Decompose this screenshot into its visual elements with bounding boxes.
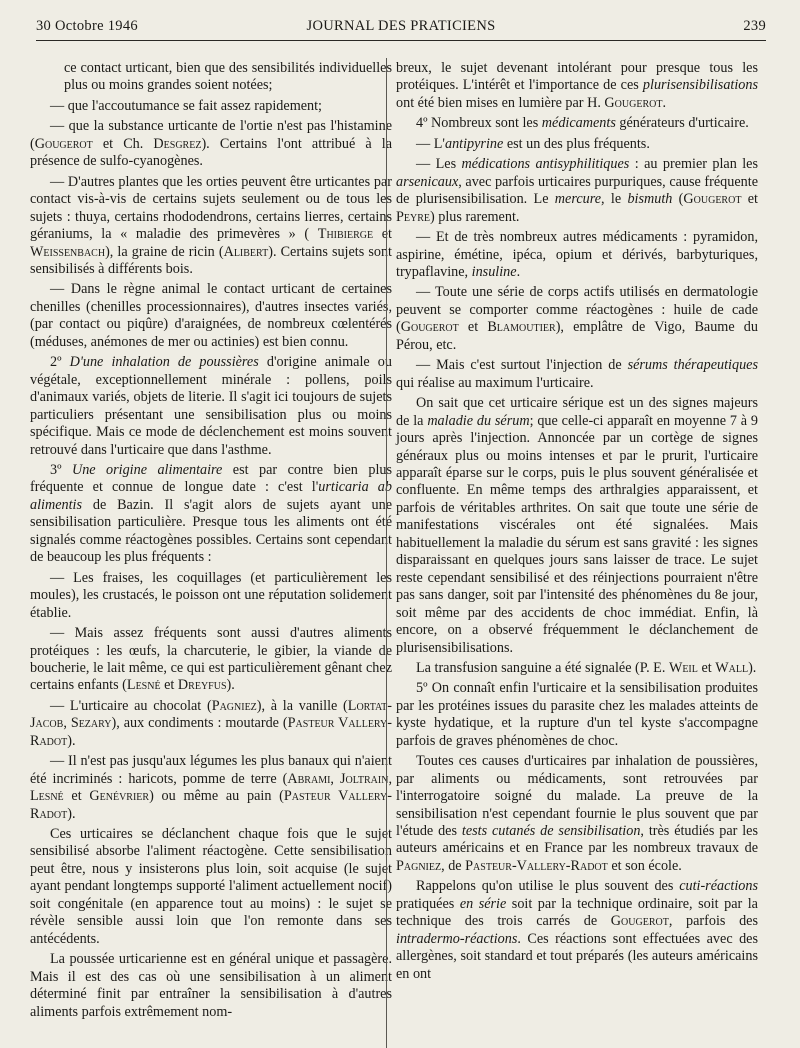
author-name: Lortat-Jacob bbox=[30, 697, 392, 732]
italic-term: médicaments bbox=[541, 115, 616, 132]
text-run: , avec parfois urticaires purpuriques, cause fréquente de plurisensibilisation. Le bbox=[396, 173, 758, 208]
text-run: et bbox=[63, 788, 90, 805]
text-run: ). bbox=[67, 732, 76, 749]
text-run: ont été bien mises en lumière par H. bbox=[396, 94, 605, 111]
text-run: , très étudiés par les auteurs américains et en France par les nombreux travaux de bbox=[396, 823, 758, 857]
text-run: — Dans le règne animal le contact urticant de certaines chenilles (chenilles processionnaires), d'autres insectes variés, (par contact ou piqûre) d'araignées, de nombreux cœlentérés (méduses, anémones de mer ou actinies) est bien connu. bbox=[30, 281, 392, 350]
text-run: — Les bbox=[416, 156, 462, 173]
author-name: Weissenbach bbox=[30, 243, 106, 260]
paragraph bbox=[396, 60, 758, 112]
italic-term: cuti-réactions bbox=[679, 878, 758, 895]
text-run: et son école. bbox=[607, 857, 682, 874]
author-name: Gougerot bbox=[683, 191, 742, 208]
paragraph bbox=[30, 951, 392, 1021]
text-run: Rappelons qu'on utilise le plus souvent des bbox=[416, 878, 680, 895]
text-run: . bbox=[516, 263, 521, 280]
author-name: Pasteur-Vallery-Radot bbox=[465, 857, 608, 874]
running-header bbox=[36, 14, 766, 41]
text-run: 4º Nombreux sont les bbox=[416, 115, 542, 132]
text-run: breux, le sujet devenant intolérant pour presque tous les protéiques. L'intérêt et l'importance de ces bbox=[396, 60, 758, 94]
italic-term: antipyrine bbox=[444, 135, 504, 152]
text-run: de Bazin. Il s'agit alors de sujets ayant une sensibilisation particulière. Presque tous les aliments ont été signalés comme réactogènes possibles. Certains sont cependant de beaucoup les plus fréquents : bbox=[30, 496, 392, 566]
text-run: générateurs d'urticaire. bbox=[615, 115, 749, 132]
text-run: ) plus rarement. bbox=[430, 208, 520, 225]
paragraph bbox=[30, 698, 392, 750]
author-name: Pagniez bbox=[396, 857, 442, 874]
author-name: Sezary bbox=[70, 715, 112, 732]
author-name: Desgrez bbox=[153, 135, 202, 152]
text-run: — Toute une série de corps actifs utilisés en dermatologie peuvent se comporter comme réactogènes : huile de cade ( bbox=[396, 284, 758, 336]
text-run: 3º bbox=[50, 461, 72, 478]
right-column bbox=[396, 60, 758, 983]
paragraph bbox=[396, 680, 758, 750]
text-run: La poussée urticarienne est en général unique et passagère. Mais il est des cas où une sensibilisation à un aliment déterminé finit par entraîner la sensibilisation à d'autres aliments parfois extrêmement nom- bbox=[30, 951, 392, 1020]
text-run: — que la substance urticante de l'ortie n'est pas l'histamine ( bbox=[30, 118, 392, 152]
text-run: ), à la vanille ( bbox=[256, 697, 348, 714]
italic-term: en série bbox=[459, 895, 507, 912]
text-run: ). Certains sujets sont sensibilisés à différents bois. bbox=[30, 243, 392, 277]
author-name: Lesné bbox=[126, 677, 161, 694]
paragraph bbox=[396, 136, 758, 153]
text-run: — Mais c'est surtout l'injection de bbox=[416, 357, 628, 374]
text-run: ). bbox=[67, 805, 76, 822]
italic-term: insuline bbox=[471, 263, 517, 280]
text-run: ). bbox=[748, 659, 757, 676]
italic-term: plurisensibilisations bbox=[642, 77, 758, 94]
paragraph bbox=[30, 753, 392, 823]
author-name: Genévrier bbox=[89, 788, 150, 805]
author-name: Gougerot bbox=[610, 913, 669, 930]
column-divider bbox=[386, 58, 387, 1048]
paragraph bbox=[396, 156, 758, 226]
author-name: Alibert bbox=[223, 243, 269, 260]
text-run: et bbox=[741, 191, 758, 208]
text-run: . Ces réactions sont effectuées avec des allergènes, soit standard et tout préparés (les auteurs américains en ont bbox=[396, 930, 758, 982]
paragraph bbox=[30, 98, 392, 115]
paragraph bbox=[396, 753, 758, 875]
text-run: — L'urticaire au chocolat ( bbox=[50, 697, 212, 714]
paragraph bbox=[396, 878, 758, 983]
author-name: Pasteur Vallery-Radot bbox=[30, 788, 392, 822]
text-run: , bbox=[388, 770, 393, 787]
author-name: Gougerot bbox=[604, 94, 663, 111]
paragraph bbox=[30, 174, 392, 279]
italic-term: médications antisyphilitiques bbox=[461, 156, 630, 173]
author-name: Joltrain bbox=[339, 770, 389, 787]
text-run: et Ch. bbox=[92, 135, 154, 152]
text-run: ; que celle-ci apparaît en moyenne 7 à 9 jours après l'injection. Annoncée par un cortège de signes généraux plus ou moins intenses et par le prurit, l'urticaire apparaît éparse sur le corps, puis le plus souvent généralisée et confluente. En même temps des arthralgies apparaissent, et parfois de véritables arthrites. On sait que toute une série de manifestations viscérales ont été signalées. Mais habituellement la maladie du sérum est sans gravité : les signes disparaissant en quelques jours sans laisser de trace. Le sujet reste cependant sensibilisé et des réinjections pourraient n'être pas sans danger, soit par l'intensité des phénomènes du 8e jour, soit même par des accidents de choc immédiat. Enfin, là encore, on a observé fréquemment le déclanchement de plurisensibilisations. bbox=[396, 412, 758, 656]
text-run: , bbox=[63, 715, 71, 732]
italic-term: maladie du sérum bbox=[427, 412, 530, 429]
author-name: Lesné bbox=[30, 788, 64, 805]
text-run: pratiquées bbox=[396, 895, 460, 912]
text-run: ). Certains l'ont attribué à la présence de sulfo-cyanogènes. bbox=[30, 135, 393, 170]
text-run: , de bbox=[441, 857, 466, 874]
text-run: — Les fraises, les coquillages (et particulièrement les moules), les crustacés, le poisson ont une réputation solidement établie. bbox=[30, 569, 392, 621]
italic-term: urticaria ab alimentis bbox=[30, 479, 392, 513]
text-run: et bbox=[160, 677, 178, 694]
text-run: ), emplâtre de Vigo, Baume du Pérou, etc. bbox=[396, 319, 758, 353]
italic-term: tests cutanés de sensibilisation bbox=[461, 823, 641, 840]
text-run: . bbox=[662, 94, 666, 111]
paragraph bbox=[396, 660, 758, 677]
author-name: Peyre bbox=[396, 208, 430, 225]
author-name: Dreyfus bbox=[177, 677, 227, 694]
paragraph bbox=[30, 281, 392, 351]
text-run: est un des plus fréquents. bbox=[503, 135, 650, 152]
text-run: et bbox=[697, 659, 716, 676]
paragraph bbox=[396, 395, 758, 657]
italic-term: intradermo-réactions bbox=[396, 930, 518, 947]
text-run: ), la graine de ricin ( bbox=[105, 243, 224, 260]
author-name: Pasteur Vallery-Radot bbox=[30, 715, 392, 749]
paragraph bbox=[30, 118, 392, 170]
text-run: ( bbox=[672, 191, 684, 208]
paragraph bbox=[30, 354, 392, 459]
text-run: , le bbox=[601, 191, 628, 208]
author-name: Pagniez bbox=[211, 697, 257, 714]
italic-term: D'une inhalation de poussières bbox=[69, 354, 259, 371]
text-run: ce contact urticant, bien que des sensibilités individuelles plus ou moins grandes soient notées; bbox=[64, 60, 392, 94]
text-run: On sait que cet urticaire sérique est un des signes majeurs de la bbox=[396, 395, 758, 429]
italic-term: Une origine alimentaire bbox=[71, 461, 223, 478]
text-run: soit par la technique ordinaire, soit par la technique des trois carrés de bbox=[396, 895, 758, 930]
paragraph bbox=[30, 60, 392, 95]
paragraph bbox=[30, 625, 392, 695]
text-run: et bbox=[373, 226, 392, 243]
paragraph bbox=[396, 115, 758, 132]
italic-term: sérums thérapeutiques bbox=[627, 357, 758, 374]
text-run: — que l'accoutumance se fait assez rapidement; bbox=[50, 97, 323, 114]
text-run: 2º bbox=[50, 354, 70, 371]
italic-term: arsenicaux bbox=[396, 173, 459, 190]
author-name: Abrami bbox=[287, 770, 331, 787]
paragraph bbox=[30, 826, 392, 948]
text-run: 5º On connaît enfin l'urticaire et la sensibilisation produites par les protéines issues du parasite chez les malades atteints de kyste hydatique, et la rupture d'un tel kyste s'accompagne parfois de graves phénomènes de choc. bbox=[396, 680, 758, 749]
issue-date: 30 Octobre 1946 bbox=[36, 18, 138, 34]
text-run: — Mais assez fréquents sont aussi d'autres aliments protéiques : les œufs, la charcuterie, le gibier, la viande de boucherie, le lait même, ce qui est particulièrement gênant chez certains enfants ( bbox=[30, 625, 392, 694]
italic-term: bismuth bbox=[627, 191, 673, 208]
text-run: qui réalise au maximum l'urticaire. bbox=[396, 374, 594, 391]
paragraph bbox=[396, 284, 758, 354]
text-run: ), aux condiments : moutarde ( bbox=[111, 715, 288, 732]
author-name: Wall bbox=[715, 659, 749, 676]
paragraph bbox=[30, 462, 392, 567]
paragraph bbox=[396, 229, 758, 281]
text-run: , parfois des bbox=[668, 913, 758, 930]
author-name: Weil bbox=[668, 659, 698, 676]
text-run: — Il n'est pas jusqu'aux légumes les plus banaux qui n'aient été incriminés : haricots, pomme de terre ( bbox=[30, 753, 392, 787]
text-run: Toutes ces causes d'urticaires par inhalation de poussières, par aliments ou médicaments, sont retrouvées par l'interrogatoire soigné du malade. La preuve de la sensibilisation n'est cependant fournie le plus souvent que par l'étude des bbox=[396, 753, 758, 840]
paragraph bbox=[30, 570, 392, 622]
italic-term: mercure bbox=[554, 191, 602, 208]
text-run: , bbox=[330, 770, 340, 787]
text-run: : au premier plan les bbox=[629, 156, 759, 173]
text-run: La transfusion sanguine a été signalée (P. E. bbox=[416, 659, 669, 676]
text-run: — D'autres plantes que les orties peuvent être urticantes par contact vis-à-vis de certains sujets seulement ou de tous les sujets : thuya, certains rhododendrons, certains lierres, certains géraniums, la « maladie des primevères » ( bbox=[30, 173, 392, 243]
text-run: — Et de très nombreux autres médicaments : pyramidon, aspirine, émétine, ipéca, opium et dérivés, barbyturiques, trypaflavine, bbox=[396, 229, 758, 280]
author-name: Thibierge bbox=[317, 226, 374, 243]
text-run: ). bbox=[226, 677, 235, 694]
page-number: 239 bbox=[743, 18, 766, 34]
author-name: Gougerot bbox=[400, 319, 459, 336]
text-run: est par contre bien plus fréquente et connue de longue date : c'est l' bbox=[30, 461, 392, 496]
author-name: Gougerot bbox=[34, 135, 93, 152]
text-run: ) ou même au pain ( bbox=[149, 788, 284, 805]
journal-title: JOURNAL DES PRATICIENS bbox=[306, 18, 496, 34]
text-run: d'origine animale ou végétale, exceptionnellement minérale : pollens, poils d'animaux variés, objets de literie. Il s'agit ici toujours de sujets particuliers présentant une sensibilisation plus ou moins spécifique. Mais ce mode de déclenchement est moins souvent retrouvé dans l'urticaire que dans l'asthme. bbox=[30, 354, 392, 458]
text-run: et bbox=[458, 319, 488, 336]
author-name: Blamoutier bbox=[487, 319, 556, 336]
left-column bbox=[30, 60, 392, 1021]
text-run: Ces urticaires se déclanchent chaque fois que le sujet sensibilisé absorbe l'aliment réactogène. Cette sensibilisation peut être, nous y insisterons plus loin, soit acquise (le sujet ayant pendant longtemps supporté l'aliment actuellement nocif) soit congénitale (en apparence tout au moins) : le sujet se révèle sensible aussi loin que l'on remonte dans ses antécédents. bbox=[30, 826, 392, 947]
text-run: — L' bbox=[416, 135, 445, 152]
paragraph bbox=[396, 357, 758, 392]
